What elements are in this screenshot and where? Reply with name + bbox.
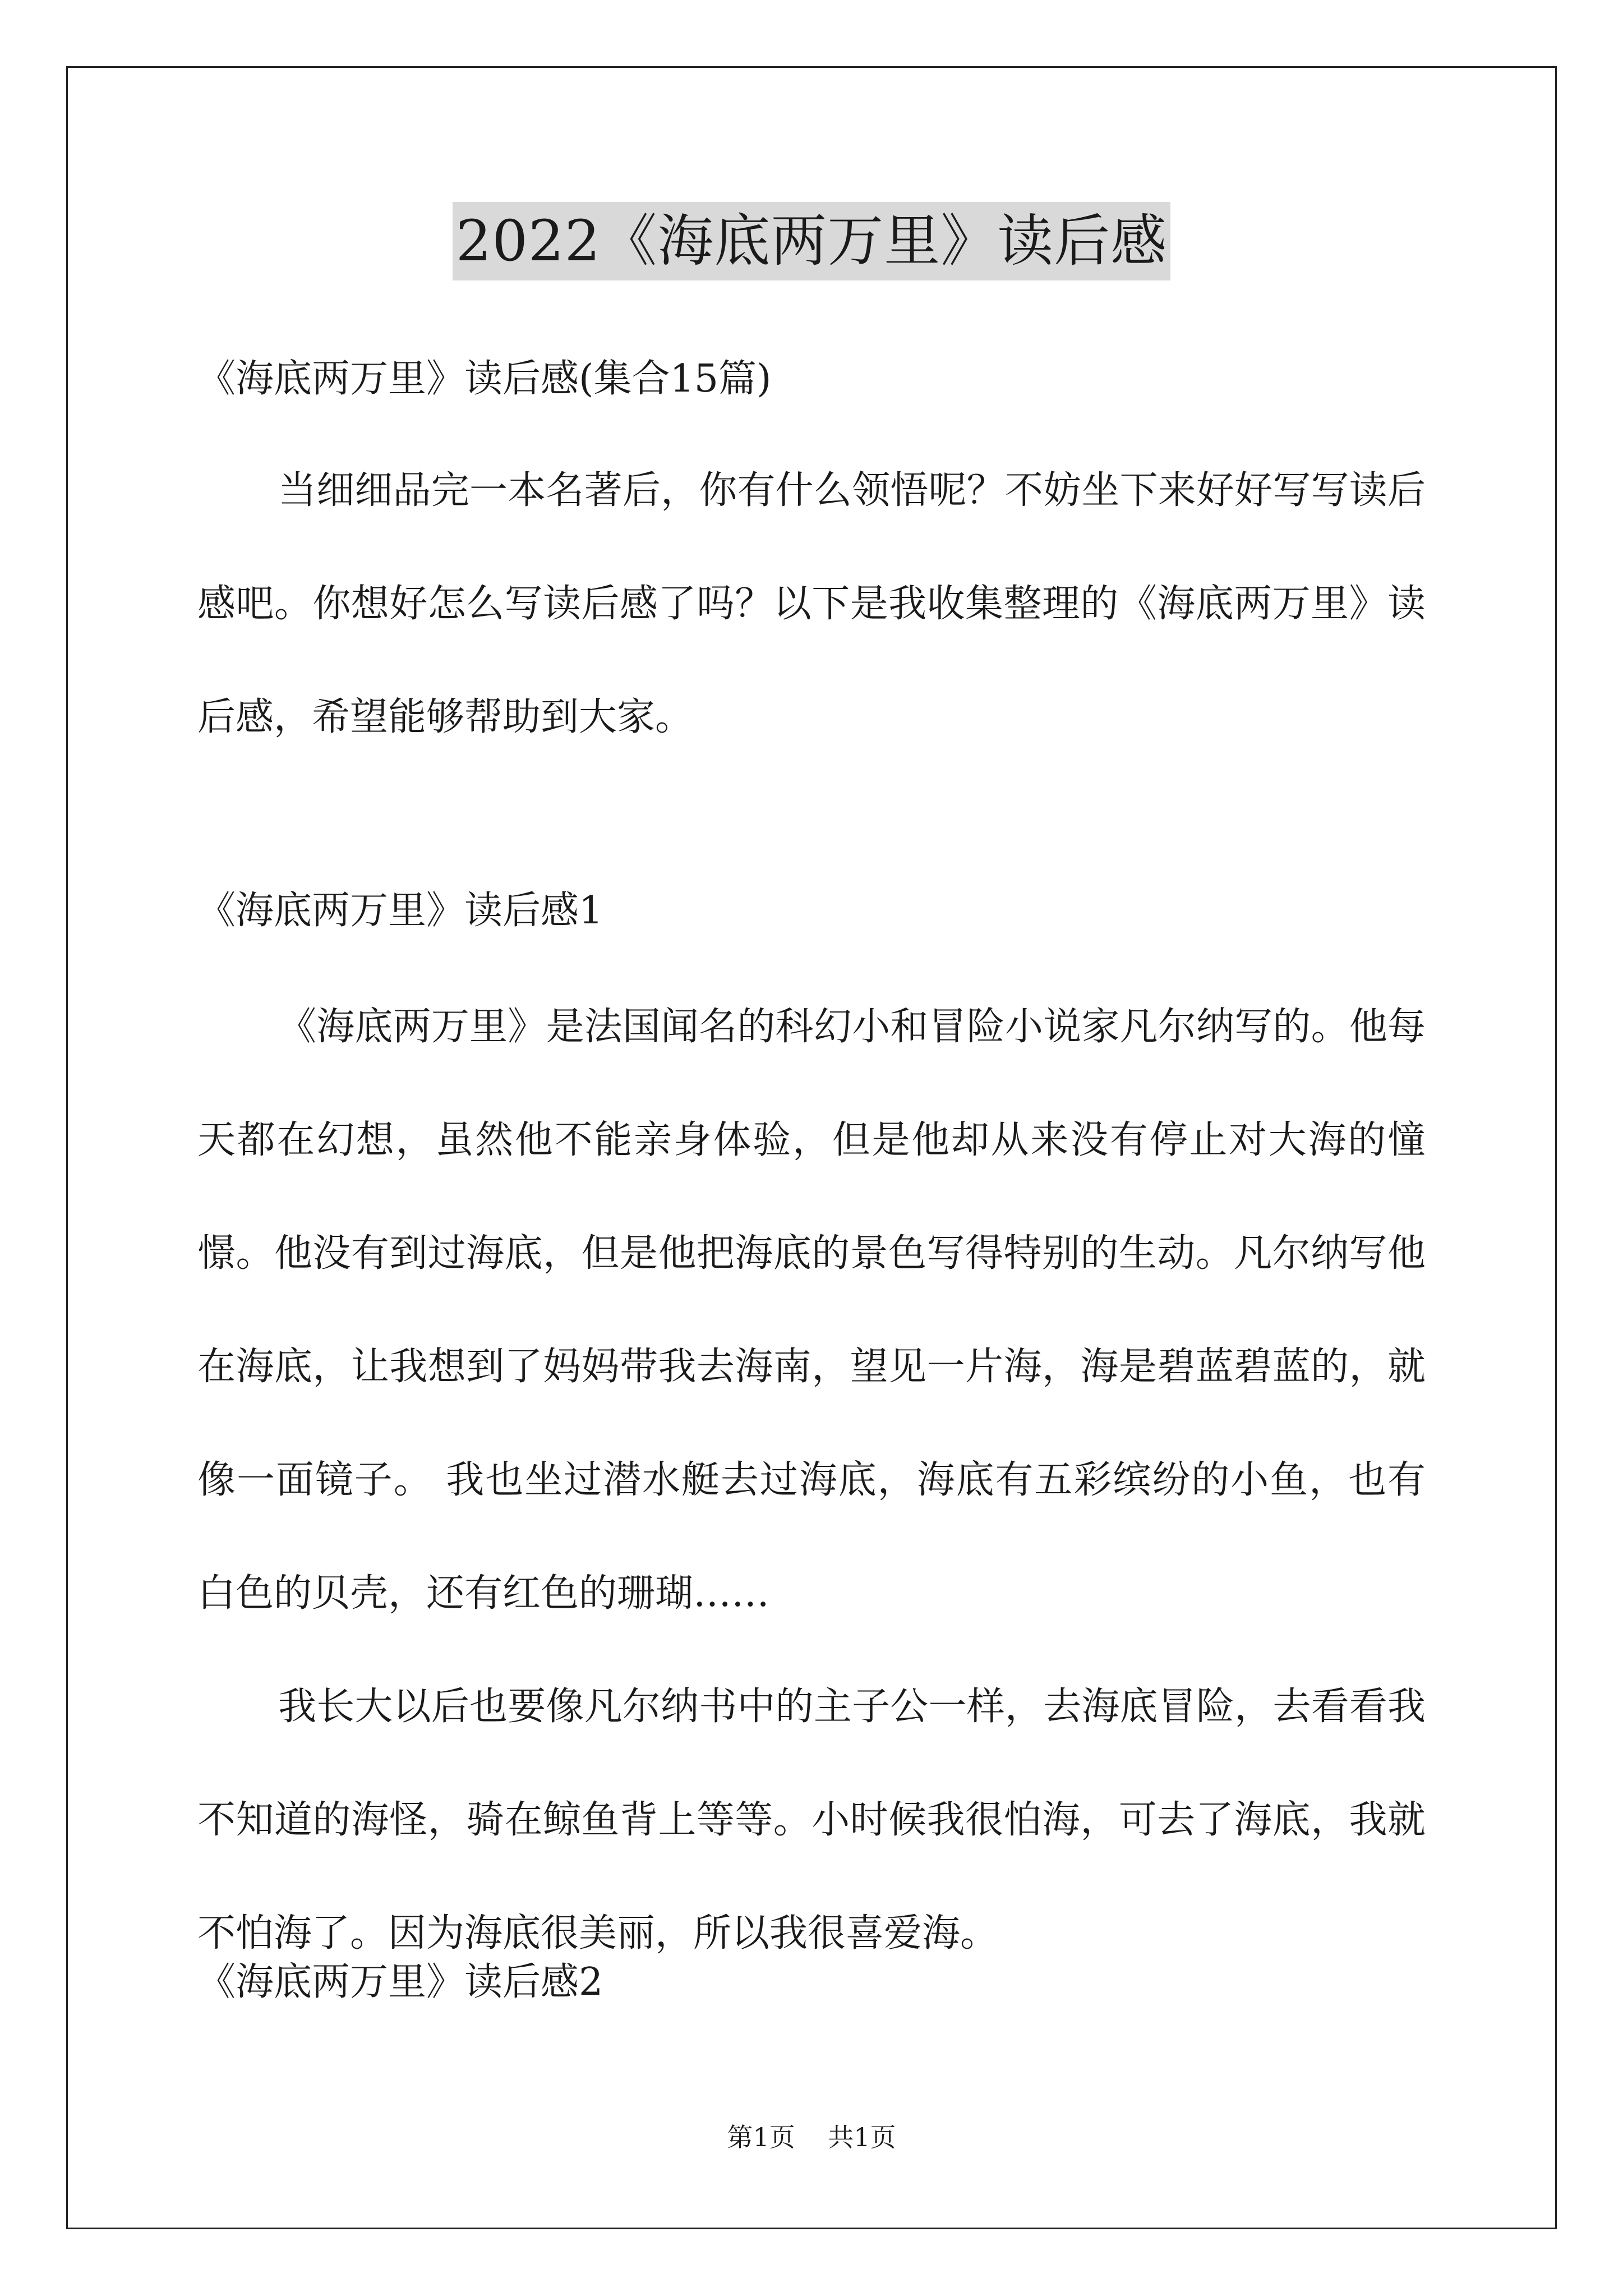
section-2-heading: 《海底两万里》读后感2: [197, 1960, 603, 2004]
page-number: 第1页: [727, 2122, 795, 2152]
page-total: 共1页: [828, 2122, 896, 2152]
section-1-paragraph-2: 我长大以后也要像凡尔纳书中的主子公一样，去海底冒险，去看看我不知道的海怪，骑在鲸鱼背上等等。小时候我很怕海，可去了海底，我就不怕海了。因为海底很美丽，所以我很喜爱海。: [197, 1685, 1426, 1955]
section-1-paragraph-1: 《海底两万里》是法国闻名的科幻小和冒险小说家凡尔纳写的。他每天都在幻想，虽然他不能亲身体验，但是他却从来没有停止对大海的憧憬。他没有到过海底，但是他把海底的景色写得特别的生动。凡尔纳写他在海底，让我想到了妈妈带我去海南，望见一片海，海是碧蓝碧蓝的，就像一面镜子。 我也坐过潜水艇去过海底，海底有五彩缤纷的小鱼，也有白色的贝壳，还有红色的珊瑚……: [197, 1005, 1426, 1616]
intro-block: [197, 434, 1426, 774]
section-1-heading: 《海底两万里》读后感1: [197, 889, 603, 933]
page-footer: [0, 2120, 1623, 2154]
document-subtitle: 《海底两万里》读后感(集合15篇): [197, 357, 772, 401]
section-1-body: [197, 970, 1426, 1990]
intro-paragraph: 当细细品完一本名著后，你有什么领悟呢？不妨坐下来好好写写读后感吧。你想好怎么写读后感了吗？以下是我收集整理的《海底两万里》读后感，希望能够帮助到大家。: [197, 468, 1426, 739]
document-title: 2022《海底两万里》读后感: [453, 202, 1171, 280]
title-container: [0, 202, 1623, 280]
